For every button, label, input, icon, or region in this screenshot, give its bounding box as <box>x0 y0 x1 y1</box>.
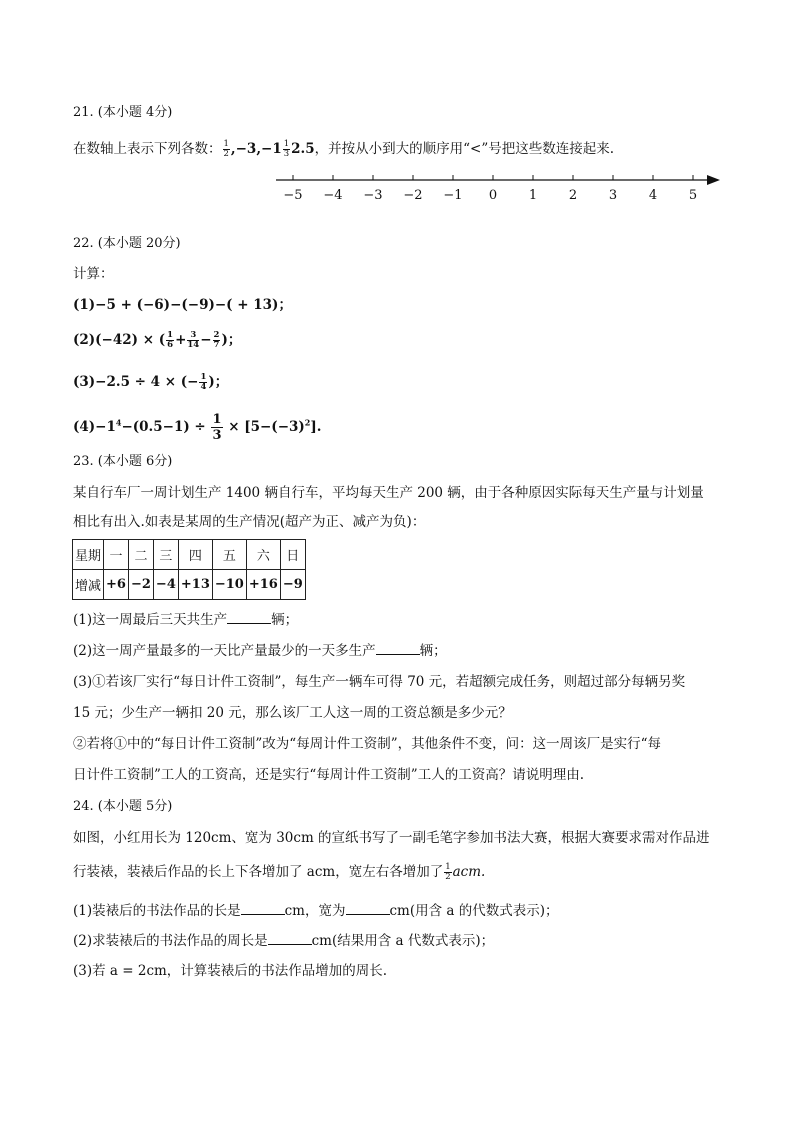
table-cell: 二 <box>128 540 153 570</box>
answer-blank[interactable] <box>241 900 285 915</box>
table-cell: +16 <box>246 570 280 600</box>
fraction-half: $\frac{1}{2}$ <box>223 139 229 159</box>
q24-line-1: 如图，小红用长为 120cm、宽为 30cm 的宣纸书写了一副毛笔字参加书法大赛，根据大赛要求需对作品进 <box>73 830 710 846</box>
fraction-1-2: $\frac{1}{2}$ <box>445 862 451 882</box>
fraction-1-3: $\frac{1}{3}$ <box>212 412 222 443</box>
fraction-third: $\frac{1}{3}$ <box>283 139 290 159</box>
number-line-label: −5 <box>283 188 303 203</box>
arrow-right-icon <box>707 175 720 185</box>
q23-sub-3-line-1: (3)①若该厂实行“每日计件工资制”，每生产一辆车可得 70 元，若超额完成任务，则超过部分每辆另奖 <box>73 674 686 690</box>
number-line-ticks <box>283 175 697 203</box>
answer-blank[interactable] <box>376 640 420 655</box>
answer-blank[interactable] <box>227 609 271 624</box>
q23-sub-1: (1)这一周最后三天共生产 辆； <box>73 609 298 630</box>
q21-heading: 21. (本小题 4分) <box>73 105 173 120</box>
q23-sub-3-line-2: 15 元；少生产一辆扣 20 元，那么该厂工人这一周的工资总额是多少元？ <box>73 705 512 721</box>
q22-part-4: $(4)-1^4-(0.5-1)$ ÷ $\frac{1}{3}$ × $[5-(-3)^2]$. <box>73 412 322 443</box>
q24-heading: 24. (本小题 5分) <box>73 799 173 814</box>
production-table <box>72 539 306 600</box>
q23-sub-2: (2)这一周产量最多的一天比产量最少的一天多生产 辆； <box>73 640 447 661</box>
q22-part-3: (3)−2.5 ÷ 4 × (− $\frac{1}{4}$ )； <box>73 372 229 392</box>
number-line-label: −2 <box>403 188 423 203</box>
table-cell: −10 <box>212 570 246 600</box>
q22-part-2: (2)(−42) × ( $\frac{1}{6}$ + $\frac{3}{14}$ − $\frac{2}{7}$ )； <box>73 330 242 350</box>
table-cell: 一 <box>104 540 129 570</box>
q24-line-2: 行装裱，装裱后作品的长上下各增加了 acm，宽左右各增加了 $\frac{1}{2}$ acm. <box>73 862 486 882</box>
q23-sub-3-line-4: 日计件工资制”工人的工资高，还是实行“每周计件工资制”工人的工资高？请说明理由. <box>73 767 584 783</box>
number-line-label: 2 <box>568 188 578 203</box>
number-line-label: 5 <box>688 188 698 203</box>
q21-suffix: ，并按从小到大的顺序用“<”号把这些数连接起来. <box>314 141 615 157</box>
number-line-label: 3 <box>608 188 618 203</box>
number-line-label: −1 <box>443 188 463 203</box>
fraction-2-7: $\frac{2}{7}$ <box>213 330 220 350</box>
number-line-label: −4 <box>323 188 343 203</box>
table-cell: 五 <box>212 540 246 570</box>
q22-part-1: (1)−5 + (−6)−(−9)−( + 13)； <box>73 297 292 313</box>
table-cell: +6 <box>104 570 129 600</box>
fraction-1-4: $\frac{1}{4}$ <box>200 372 207 392</box>
q21-prefix: 在数轴上表示下列各数： <box>73 141 222 157</box>
table-row <box>73 570 306 600</box>
q23-text-line-2: 相比有出入.如表是某周的生产情况(超产为正、减产为负)： <box>73 514 426 530</box>
table-header-row <box>73 540 306 570</box>
number-line-label: −3 <box>363 188 383 203</box>
number-line-label: 1 <box>528 188 538 203</box>
number-line-label: 0 <box>488 188 498 203</box>
q21-numbers-a: ,−3,−1 <box>230 141 282 157</box>
table-cell: −4 <box>153 570 178 600</box>
fraction-1-6: $\frac{1}{6}$ <box>167 330 174 350</box>
q24-sub-2: (2)求装裱后的书法作品的周长是 cm(结果用含 a 代数式表示)； <box>73 930 494 951</box>
q23-heading: 23. (本小题 6分) <box>73 454 173 469</box>
table-cell: 增减 <box>73 570 104 600</box>
fraction-3-14: $\frac{3}{14}$ <box>187 330 200 350</box>
table-cell: 四 <box>178 540 212 570</box>
q22-intro: 计算： <box>73 266 114 282</box>
number-line-label: 4 <box>648 188 658 203</box>
q23-sub-3-line-3: ②若将①中的“每日计件工资制”改为“每周计件工资制”，其他条件不变，问：这一周该厂是实行“每 <box>73 736 662 752</box>
q22-heading: 22. (本小题 20分) <box>73 236 181 251</box>
answer-blank[interactable] <box>346 900 390 915</box>
table-cell: −2 <box>128 570 153 600</box>
q21-numbers-b: 2.5 <box>291 141 315 157</box>
table-cell: −9 <box>280 570 305 600</box>
q23-text-line-1: 某自行车厂一周计划生产 1400 辆自行车，平均每天生产 200 辆，由于各种原因实际每天生产量与计划量 <box>73 485 704 501</box>
table-cell: 六 <box>246 540 280 570</box>
number-line <box>270 168 730 208</box>
q24-sub-1: (1)装裱后的书法作品的长是 cm，宽为 cm(用含 a 的代数式表示)； <box>73 900 559 921</box>
table-cell: 三 <box>153 540 178 570</box>
table-cell: 星期 <box>73 540 104 570</box>
table-cell: +13 <box>178 570 212 600</box>
table-cell: 日 <box>280 540 305 570</box>
answer-blank[interactable] <box>268 930 312 945</box>
q21-prompt <box>73 139 614 159</box>
q24-sub-3: (3)若 a = 2cm，计算装裱后的书法作品增加的周长. <box>73 963 388 979</box>
